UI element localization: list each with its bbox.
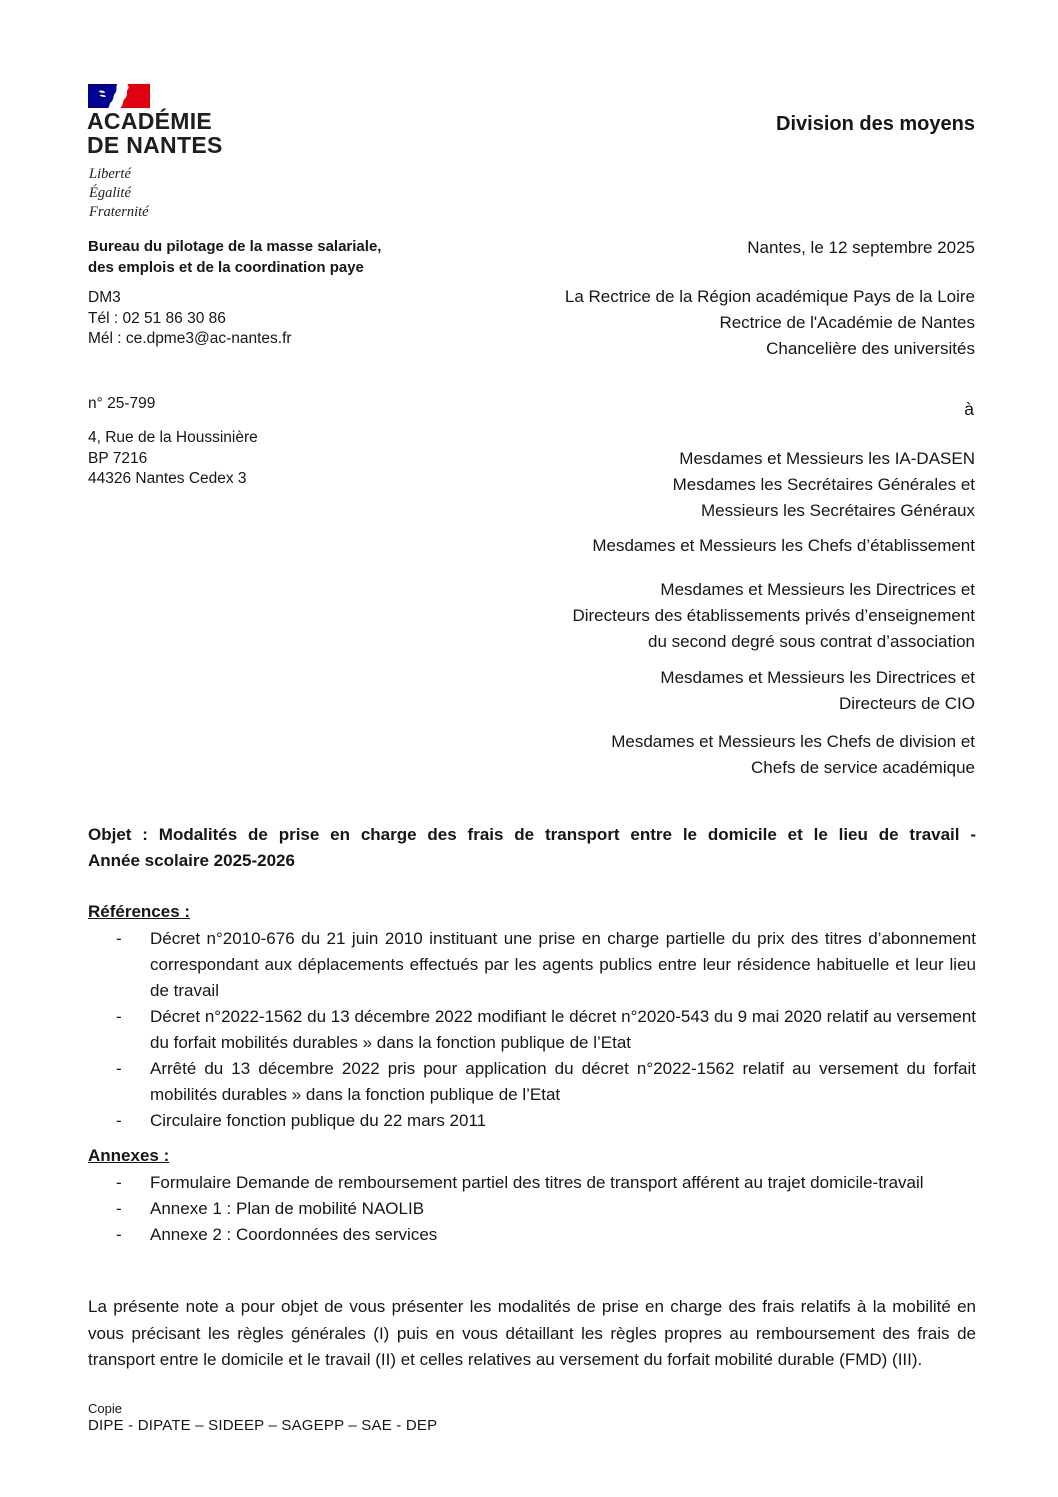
recipients-block	[572, 446, 975, 781]
recipient-group	[572, 446, 975, 524]
academy-name	[87, 109, 223, 157]
recipient-line: Mesdames et Messieurs les Chefs d’établissement	[592, 536, 975, 555]
sender-bureau-line1: Bureau du pilotage de la masse salariale,	[88, 238, 382, 255]
republic-motto	[89, 165, 149, 222]
references-heading: Références :	[88, 902, 191, 921]
recipient-line: Chefs de service académique	[751, 758, 975, 777]
list-item	[88, 1004, 976, 1056]
list-item	[88, 1056, 976, 1108]
copy-label: Copie	[88, 1401, 122, 1416]
sender-bureau	[88, 236, 381, 278]
annexes-list	[88, 1170, 976, 1248]
recipient-line: Mesdames et Messieurs les IA-DASEN	[679, 449, 975, 468]
recipient-group	[572, 665, 975, 717]
references-list	[88, 926, 976, 1134]
sender-contact	[88, 288, 292, 350]
reference-item: Décret n°2010-676 du 21 juin 2010 instituant une prise en charge partielle du prix des titres d’abonnement correspondant aux déplacements effectués par les agents publics entre leur résidence habituelle et leur lieu de travail	[150, 929, 976, 1000]
recipient-line: Messieurs les Secrétaires Généraux	[700, 501, 975, 520]
sender-phone: Tél : 02 51 86 30 86	[88, 309, 226, 327]
letter-reference-number: n° 25-799	[88, 395, 156, 412]
recipient-line: Mesdames et Messieurs les Chefs de division et	[611, 732, 975, 751]
subject-line	[88, 822, 976, 874]
to-particle: à	[964, 399, 974, 419]
sender-bureau-line2: des emplois et de la coordination paye	[88, 259, 364, 276]
annexes-heading: Annexes :	[88, 1146, 170, 1165]
references-section	[88, 899, 976, 1134]
sender-address-line1: 4, Rue de la Houssinière	[88, 429, 258, 446]
copy-block	[88, 1400, 437, 1434]
recipient-line: Mesdames et Messieurs les Directrices et	[660, 580, 975, 599]
recipient-group	[572, 577, 975, 655]
annexe-item: Formulaire Demande de remboursement partiel des titres de transport afférent au trajet domicile-travail	[150, 1173, 924, 1192]
recipient-line: du second degré sous contrat d’association	[648, 632, 975, 651]
list-item	[88, 1108, 976, 1134]
recipient-group	[572, 729, 975, 781]
author-line2: Rectrice de l'Académie de Nantes	[719, 313, 975, 332]
list-item	[88, 1196, 976, 1222]
recipient-line: Directeurs de CIO	[838, 694, 975, 713]
sender-address	[88, 428, 258, 490]
hyphen-bullet: -	[116, 929, 122, 948]
list-item	[88, 926, 976, 1004]
copy-recipients: DIPE - DIPATE – SIDEEP – SAGEPP – SAE - DEP	[88, 1417, 438, 1434]
annexe-item: Annexe 2 : Coordonnées des services	[150, 1225, 438, 1244]
division-title: Division des moyens	[776, 113, 975, 135]
letter-author	[565, 284, 975, 362]
reference-item: Décret n°2022-1562 du 13 décembre 2022 modifiant le décret n°2020-543 du 9 mai 2020 relatif au versement du forfait mobilités durables » dans la fonction publique de l’Etat	[150, 1007, 976, 1052]
author-line3: Chancelière des universités	[766, 339, 975, 358]
academy-name-line1: ACADÉMIE	[87, 108, 213, 134]
hyphen-bullet: -	[116, 1173, 122, 1192]
hyphen-bullet: -	[116, 1199, 122, 1218]
motto-egalite: Égalité	[89, 185, 131, 201]
reference-item: Circulaire fonction publique du 22 mars 2011	[150, 1111, 487, 1130]
recipient-line: Directeurs des établissements privés d’enseignement	[572, 606, 975, 625]
hyphen-bullet: -	[116, 1059, 122, 1078]
sender-address-line2: BP 7216	[88, 449, 148, 467]
sender-address-line3: 44326 Nantes Cedex 3	[88, 470, 247, 487]
academy-name-line2: DE NANTES	[87, 132, 223, 158]
list-item	[88, 1170, 976, 1196]
author-line1: La Rectrice de la Région académique Pays de la Loire	[564, 287, 975, 306]
motto-liberte: Liberté	[89, 166, 131, 182]
recipient-group	[572, 533, 975, 559]
letter-date: Nantes, le 12 septembre 2025	[747, 238, 975, 257]
motto-fraternite: Fraternité	[89, 204, 149, 220]
annexe-item: Annexe 1 : Plan de mobilité NAOLIB	[150, 1199, 425, 1218]
subject-line1: Objet : Modalités de prise en charge des frais de transport entre le domicile et le lieu de travail -	[88, 825, 976, 844]
hyphen-bullet: -	[116, 1111, 122, 1130]
hyphen-bullet: -	[116, 1225, 122, 1244]
sender-email: Mél : ce.dpme3@ac-nantes.fr	[88, 330, 292, 347]
recipient-line: Mesdames et Messieurs les Directrices et	[660, 668, 975, 687]
annexes-section	[88, 1143, 976, 1248]
subject-line2: Année scolaire 2025-2026	[88, 851, 295, 870]
list-item	[88, 1222, 976, 1248]
reference-item: Arrêté du 13 décembre 2022 pris pour application du décret n°2022-1562 relatif au versement du forfait mobilités durables » dans la fonction publique de l’Etat	[150, 1059, 976, 1104]
body-paragraph: La présente note a pour objet de vous présenter les modalités de prise en charge des frais relatifs à la mobilité en vous précisant les règles générales (I) puis en vous détaillant les règles propres au remboursement des frais de transport entre le domicile et le travail (II) et celles relatives au versement du forfait mobilité durable (FMD) (III).	[88, 1297, 976, 1369]
sender-service-code: DM3	[88, 289, 121, 306]
recipient-line: Mesdames les Secrétaires Générales et	[672, 475, 975, 494]
hyphen-bullet: -	[116, 1007, 122, 1026]
